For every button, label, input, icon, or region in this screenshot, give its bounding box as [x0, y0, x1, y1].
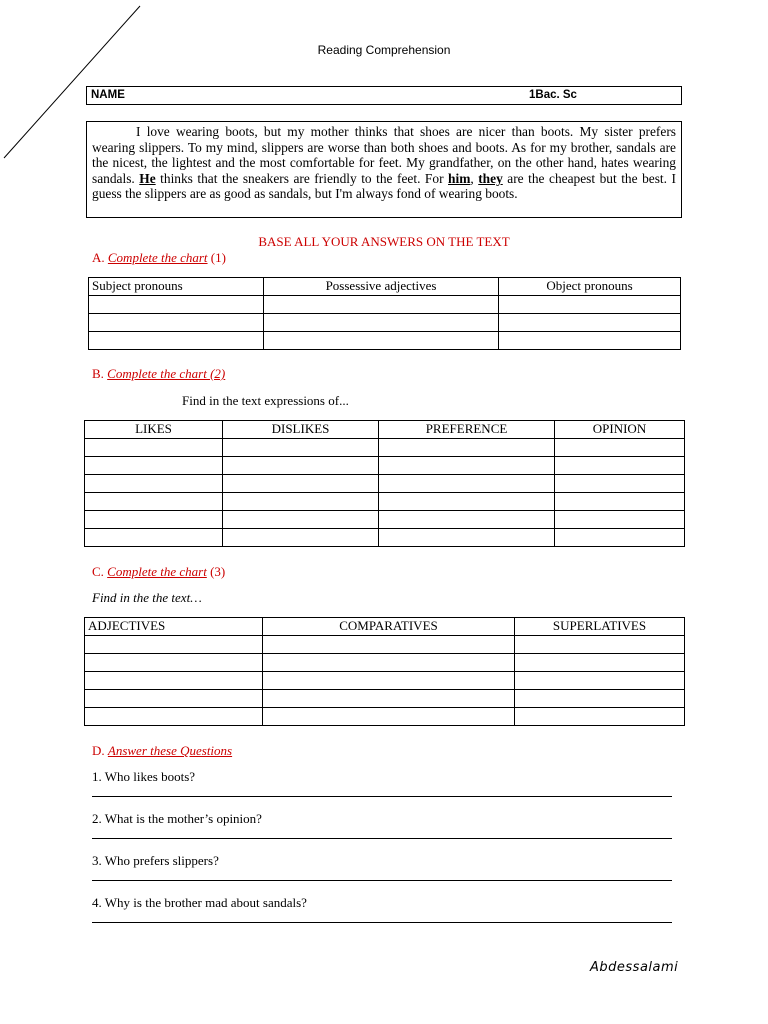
- section-b-link: Complete the chart (2): [107, 366, 226, 381]
- answer-cell[interactable]: [379, 439, 555, 457]
- table-row: [85, 654, 685, 672]
- question-4: 4. Why is the brother mad about sandals?: [92, 895, 307, 910]
- chart-b-header-likes: LIKES: [85, 421, 223, 439]
- table-row: [85, 439, 685, 457]
- table-row: [89, 332, 681, 350]
- answer-cell[interactable]: [263, 654, 515, 672]
- passage-text-1: I love wearing boots, but my mother thinks that shoes are nicer than boots. My sister prefers wearing slippers. To my mind, slippers are worse than both shoes and boots. As for my brother, sandals are the nicest, the lightest and the most comfortable for feet. My grandfather, on the other hand, hates wearing sandals.: [92, 124, 676, 186]
- question-2: 2. What is the mother’s opinion?: [92, 811, 262, 826]
- table-row: [85, 511, 685, 529]
- answer-cell[interactable]: [515, 636, 685, 654]
- chart-b: [84, 420, 685, 547]
- answer-cell[interactable]: [263, 672, 515, 690]
- answer-cell[interactable]: [499, 332, 681, 350]
- section-b-subtitle: Find in the text expressions of...: [182, 393, 349, 408]
- table-row: [85, 708, 685, 726]
- table-row: [85, 457, 685, 475]
- table-row: [85, 493, 685, 511]
- section-a-letter: A.: [92, 250, 108, 265]
- answer-cell[interactable]: [555, 439, 685, 457]
- section-a-heading: [92, 250, 226, 266]
- answer-cell[interactable]: [223, 457, 379, 475]
- answer-cell[interactable]: [555, 511, 685, 529]
- answer-line-4[interactable]: [92, 922, 672, 923]
- name-label: NAME: [91, 89, 125, 101]
- section-a-link: Complete the chart: [107, 250, 208, 265]
- answer-cell[interactable]: [555, 475, 685, 493]
- answer-cell[interactable]: [85, 672, 263, 690]
- answer-cell[interactable]: [223, 529, 379, 547]
- passage-him: him: [448, 170, 471, 186]
- answer-cell[interactable]: [89, 314, 264, 332]
- chart-c-header-superlatives: SUPERLATIVES: [515, 618, 685, 636]
- class-label: 1Bac. Sc: [529, 89, 577, 101]
- section-d-link: Answer these Questions: [107, 743, 233, 758]
- answer-line-2[interactable]: [92, 838, 672, 839]
- table-row: [85, 529, 685, 547]
- answer-cell[interactable]: [263, 690, 515, 708]
- section-c-subtitle: Find in the the text…: [92, 590, 202, 605]
- answer-cell[interactable]: [263, 636, 515, 654]
- section-d-letter: D.: [92, 743, 108, 758]
- answer-cell[interactable]: [223, 511, 379, 529]
- table-row: [89, 296, 681, 314]
- chart-c-header-comparatives: COMPARATIVES: [263, 618, 515, 636]
- chart-b-header-dislikes: DISLIKES: [223, 421, 379, 439]
- table-row: [85, 672, 685, 690]
- answer-cell[interactable]: [379, 457, 555, 475]
- chart-c: [84, 617, 685, 726]
- chart-b-header-preference: PREFERENCE: [379, 421, 555, 439]
- answer-cell[interactable]: [85, 654, 263, 672]
- reading-passage: [86, 121, 682, 218]
- chart-a-header-subject: Subject pronouns: [89, 278, 264, 296]
- answer-cell[interactable]: [85, 457, 223, 475]
- passage-text-2: thinks that the sneakers are friendly to the feet. For: [155, 170, 449, 186]
- answer-cell[interactable]: [515, 690, 685, 708]
- table-row: [89, 314, 681, 332]
- answer-cell[interactable]: [89, 296, 264, 314]
- answer-cell[interactable]: [515, 708, 685, 726]
- question-1: 1. Who likes boots?: [92, 769, 196, 784]
- answer-cell[interactable]: [85, 439, 223, 457]
- answer-cell[interactable]: [555, 493, 685, 511]
- answer-cell[interactable]: [379, 529, 555, 547]
- section-a-suffix: (1): [207, 250, 226, 265]
- chart-b-header-opinion: OPINION: [555, 421, 685, 439]
- answer-cell[interactable]: [379, 511, 555, 529]
- answer-cell[interactable]: [499, 296, 681, 314]
- chart-c-header-adjectives: ADJECTIVES: [85, 618, 263, 636]
- answer-cell[interactable]: [85, 511, 223, 529]
- answer-cell[interactable]: [515, 654, 685, 672]
- answer-cell[interactable]: [223, 475, 379, 493]
- passage-they: they: [478, 170, 503, 186]
- answer-cell[interactable]: [85, 475, 223, 493]
- answer-cell[interactable]: [264, 314, 499, 332]
- answer-cell[interactable]: [85, 529, 223, 547]
- answer-cell[interactable]: [379, 493, 555, 511]
- chart-a-header-possessive: Possessive adjectives: [264, 278, 499, 296]
- answer-line-1[interactable]: [92, 796, 672, 797]
- answer-cell[interactable]: [263, 708, 515, 726]
- answer-cell[interactable]: [85, 493, 223, 511]
- name-box: [86, 86, 682, 105]
- answer-cell[interactable]: [499, 314, 681, 332]
- author-signature: Abdessalami: [590, 960, 679, 975]
- answer-cell[interactable]: [264, 332, 499, 350]
- section-c-link: Complete the chart: [107, 564, 207, 579]
- answer-cell[interactable]: [85, 708, 263, 726]
- chart-a: [88, 277, 681, 350]
- table-row: [85, 475, 685, 493]
- answer-cell[interactable]: [379, 475, 555, 493]
- answer-line-3[interactable]: [92, 880, 672, 881]
- table-row: [85, 690, 685, 708]
- answer-cell[interactable]: [264, 296, 499, 314]
- answer-cell[interactable]: [515, 672, 685, 690]
- answer-cell[interactable]: [555, 457, 685, 475]
- question-3: 3. Who prefers slippers?: [92, 853, 219, 868]
- page-title: Reading Comprehension: [317, 43, 451, 57]
- passage-text-3: are the cheapest but the best. I guess the slippers are as good as sandals, but I'm always fond of wearing boots.: [92, 170, 676, 202]
- section-b-heading: [92, 366, 225, 382]
- answer-cell[interactable]: [85, 636, 263, 654]
- answer-cell[interactable]: [223, 493, 379, 511]
- instruction-heading: BASE ALL YOUR ANSWERS ON THE TEXT: [258, 234, 510, 249]
- section-c-suffix: (3): [206, 564, 226, 579]
- section-c-heading: [92, 564, 225, 580]
- table-row: [85, 636, 685, 654]
- answer-cell[interactable]: [89, 332, 264, 350]
- section-c-letter: C.: [92, 564, 108, 579]
- answer-cell[interactable]: [85, 690, 263, 708]
- passage-comma: ,: [470, 170, 479, 186]
- answer-cell[interactable]: [555, 529, 685, 547]
- section-d-heading: [92, 743, 232, 759]
- passage-he: He: [139, 170, 156, 186]
- answer-cell[interactable]: [223, 439, 379, 457]
- chart-a-header-object: Object pronouns: [499, 278, 681, 296]
- section-b-letter: B.: [92, 366, 108, 381]
